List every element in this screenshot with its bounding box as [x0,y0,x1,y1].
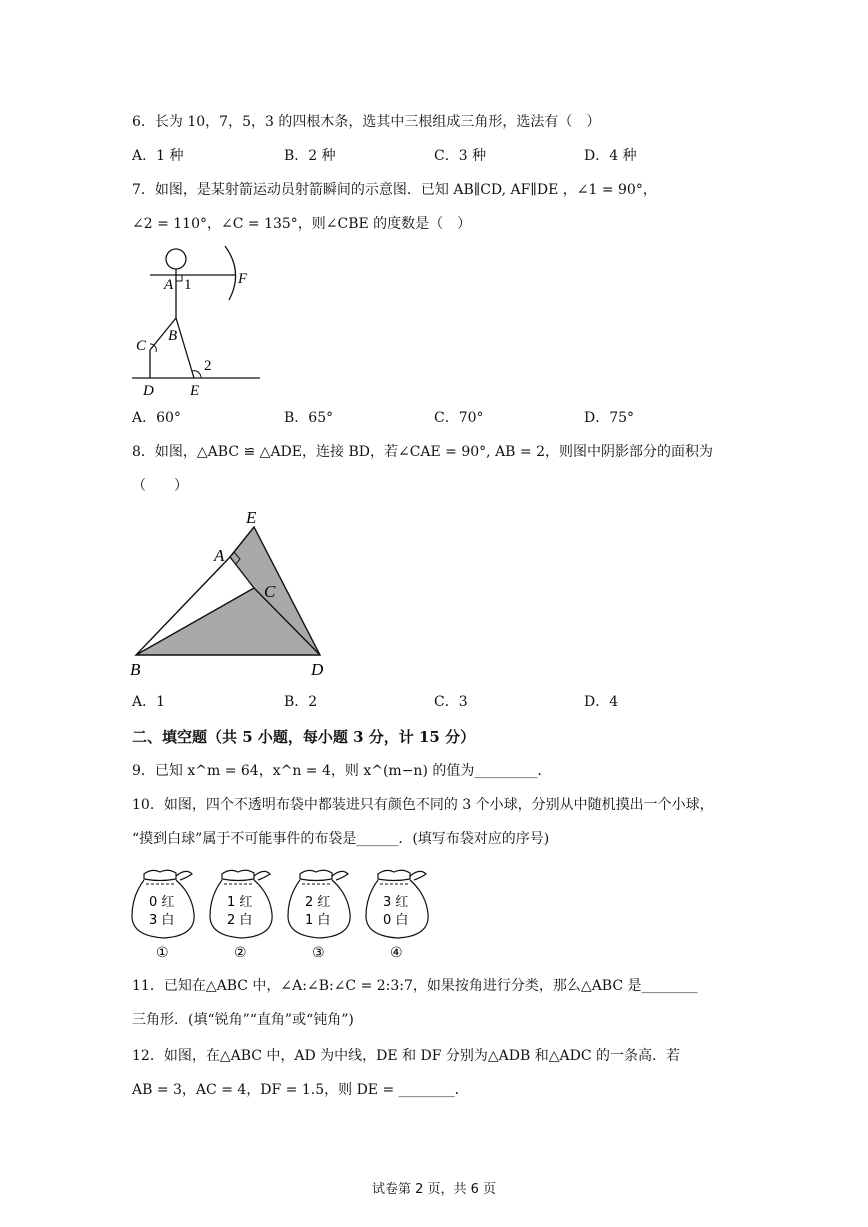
page-footer: 试卷第 2 页，共 6 页 [371,1182,497,1197]
q10-bag-2-number: ② [234,945,247,961]
q12-stem-line1: 12．如图，在△ABC 中，AD 为中线，DE 和 DF 分别为△ADB 和△ADC 的一条高．若 [132,1048,681,1064]
q7-label-d: D [143,383,154,399]
q10-bag-1-white: 3 白 [149,913,175,928]
q10-stem-line1: 10．如图，四个不透明布袋中都装进只有颜色不同的 3 个小球，分别从中随机摸出一个小球， [132,797,714,813]
q10-bag-2 [208,866,278,962]
q7-label-1: 1 [184,277,192,293]
q8-stem-line1: 8．如图，△ABC ≌ △ADE，连接 BD，若∠CAE = 90°, AB = 2，则图中阴影部分的面积为 [132,444,714,460]
q10-bag-4-number: ④ [390,945,403,961]
q7-label-c: C [136,338,147,354]
section2-heading: 二、填空题（共 5 小题，每小题 3 分，计 15 分） [132,728,476,746]
q11-stem-line1: 11．已知在△ABC 中，∠A:∠B:∠C = 2:3:7，如果按角进行分类，那么△ABC 是________ [132,978,698,994]
q6-option-c: C．3 种 [434,148,487,164]
q7-option-a: A．60° [132,410,181,426]
q10-bag-4 [364,866,434,962]
q7-stem-line1: 7．如图，是某射箭运动员射箭瞬间的示意图．已知 AB∥CD, AF∥DE ，∠1 = 90°， [132,182,657,198]
q10-bag-3-number: ③ [312,945,325,961]
q7-label-f: F [238,271,248,287]
q7-stem-line2: ∠2 = 110°，∠C = 135°，则∠CBE 的度数是（ ） [132,216,472,232]
q8-label-e: E [246,508,257,527]
q7-label-a: A [164,277,174,293]
q10-bag-2-red: 1 红 [227,895,253,910]
q8-option-d: D．4 [584,694,619,710]
q8-option-a: A．1 [132,694,166,710]
q6-option-a: A．1 种 [132,148,184,164]
q10-bag-4-red: 3 红 [383,895,409,910]
q8-option-b: B．2 [284,694,318,710]
q6-stem: 6．长为 10，7，5，3 的四根木条，选其中三根组成三角形，选法有（ ） [132,114,601,130]
q7-label-b: B [168,328,178,344]
q7-archer-figure [128,240,268,400]
q9-stem: 9．已知 x^m = 64，x^n = 4，则 x^(m−n) 的值为_________． [132,763,552,779]
q10-stem-line2: “摸到白球”属于不可能事件的布袋是______．(填写布袋对应的序号) [132,831,550,847]
q7-option-d: D．75° [584,410,635,426]
q6-option-d: D．4 种 [584,148,637,164]
q10-bag-3-white: 1 白 [305,913,331,928]
q8-triangle-figure [128,505,338,683]
q10-bag-3 [286,866,356,962]
q6-option-b: B．2 种 [284,148,336,164]
q10-bag-2-white: 2 白 [227,913,253,928]
q7-label-e: E [190,383,200,399]
q8-label-b: B [130,660,141,679]
q8-label-a: A [214,546,225,565]
q10-bag-1 [130,866,200,962]
q8-option-c: C．3 [434,694,468,710]
q8-label-d: D [311,660,324,679]
q10-bag-1-number: ① [156,945,169,961]
q7-option-c: C．70° [434,410,484,426]
q10-bag-1-red: 0 红 [149,895,175,910]
q12-stem-line2: AB = 3，AC = 4，DF = 1.5，则 DE = ________． [132,1082,469,1098]
q7-option-b: B．65° [284,410,334,426]
q8-label-c: C [264,582,276,601]
q8-stem-line2: （ ） [132,478,188,494]
q10-bag-4-white: 0 白 [383,913,409,928]
q10-bag-3-red: 2 红 [305,895,331,910]
q7-label-2: 2 [204,358,212,374]
q11-stem-line2: 三角形．(填“锐角”“直角”或“钝角”) [132,1012,354,1028]
